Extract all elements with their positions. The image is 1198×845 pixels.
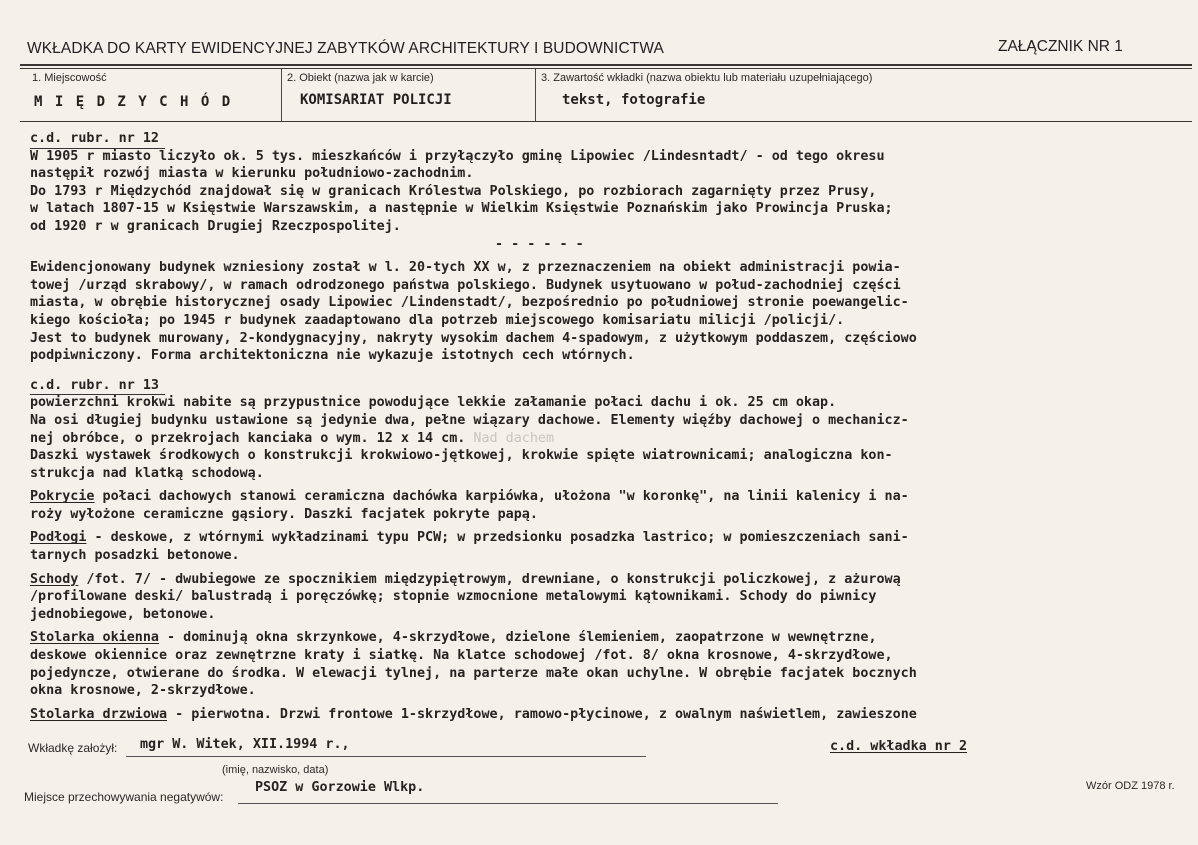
term-stolarka-okienna: Stolarka okienna	[30, 630, 159, 646]
text-line: - pierwotna. Drzwi frontowe 1-skrzydłowe, ramowo-płycinowe, z owalnym naświetlem, zawieszone	[167, 706, 917, 722]
term-podlogi: Podłogi	[30, 530, 87, 546]
prepared-by-underline	[126, 756, 646, 757]
prepared-by-value: mgr W. Witek, XII.1994 r.,	[140, 737, 350, 752]
text-line: Na osi długiej budynku ustawione są jedynie dwa, pełne wiązary dachowe. Elementy więźby dachowej o mechanicz-	[30, 412, 909, 428]
term-schody: Schody	[30, 571, 79, 587]
text-line: podpiwniczony. Forma architektoniczna nie wykazuje istotnych cech wtórnych.	[30, 348, 635, 364]
text-line: W 1905 r miasto liczyło ok. 5 tys. mieszkańców i przyłączyło gminę Lipowiec /Lindesntadt/ - od tego okresu	[30, 148, 885, 164]
header-second-rule	[20, 68, 1192, 69]
term-pokrycie: Pokrycie	[30, 489, 95, 505]
form-title: WKŁADKA DO KARTY EWIDENCYJNEJ ZABYTKÓW ARCHITEKTURY I BUDOWNICTWA	[27, 40, 664, 57]
negatives-storage-label: Miejsce przechowywania negatywów:	[24, 790, 224, 804]
text-line: połaci dachowych stanowi ceramiczna dachówka karpiówka, ułożona "w koronkę", na linii kalenicy i na-	[94, 489, 909, 505]
section-divider: - - - - - -	[495, 236, 584, 252]
text-line: nej obróbce, o przekrojach kanciaka o wym. 12 x 14 cm.	[30, 430, 466, 446]
faded-overwritten-text: Nad dachem	[473, 430, 555, 446]
document-body	[30, 130, 1190, 723]
annex-number: ZAŁĄCZNIK NR 1	[998, 38, 1123, 55]
continued-on-insert: c.d. wkładka nr 2	[830, 739, 968, 754]
field-divider-1	[281, 69, 282, 121]
locality-label: 1. Miejscowość	[32, 72, 107, 84]
prepared-by-caption: (imię, nazwisko, data)	[222, 764, 329, 776]
header-top-rule	[20, 64, 1192, 66]
text-line: /fot. 7/ - dwubiegowe ze spocznikiem międzypiętrowym, drewniane, o konstrukcji policzkowej, z ażurową	[78, 571, 901, 587]
text-line: Ewidencjonowany budynek wzniesiony został w l. 20-tych XX w, z przeznaczeniem na obiekt administracji powia-	[30, 260, 901, 276]
text-line: - dominują okna skrzynkowe, 4-skrzydłowe, dzielone ślemieniem, zaopatrzone w wewnętrzne,	[159, 630, 877, 646]
text-line: miasta, w obrębie historycznej osady Lipowiec /Lindenstadt/, bezpośrednio po południowej stronie poewangelic-	[30, 295, 909, 311]
object-label: 2. Obiekt (nazwa jak w karcie)	[287, 72, 434, 84]
term-stolarka-drzwiowa: Stolarka drzwiowa	[30, 706, 168, 722]
text-line: powierzchni krokwi nabite są przypustnice powodujące lekkie załamanie połaci dachu i ok. 25 cm okap.	[30, 395, 837, 411]
text-line: w latach 1807-15 w Księstwie Warszawskim, a następnie w Wielkim Księstwie Poznańskim jako Prowincja Pruska;	[30, 201, 893, 217]
text-line: Do 1793 r Międzychód znajdował się w granicach Królestwa Polskiego, po rozbiorach zagarnięty przez Prusy,	[30, 183, 877, 199]
text-line: od 1920 r w granicach Drugiej Rzeczpospolitej.	[30, 218, 401, 234]
text-line: kiego kościoła; po 1945 r budynek zaadaptowano dla potrzeb miejscowego komisariatu milicji /policji/.	[30, 312, 845, 328]
text-line: roży wyłożone ceramiczne gąsiory. Daszki facjatek pokryte papą.	[30, 506, 538, 522]
text-line: następił rozwój miasta w kierunku południowo-zachodnim.	[30, 166, 474, 182]
locality-value: M I Ę D Z Y C H Ó D	[34, 94, 233, 110]
section-heading-12: c.d. rubr. nr 12	[30, 130, 165, 149]
text-line: okna krosnowe, 2-skrzydłowe.	[30, 683, 256, 699]
text-line: tarnych posadzki betonowe.	[30, 548, 240, 564]
content-value: tekst, fotografie	[562, 92, 706, 108]
content-label: 3. Zawartość wkładki (nazwa obiektu lub materiału uzupełniającego)	[541, 72, 873, 84]
fields-bottom-rule	[20, 121, 1192, 122]
text-line: strukcja nad klatką schodową.	[30, 465, 264, 481]
text-line: - deskowe, z wtórnymi wykładzinami typu PCW; w przedsionku posadzka lastrico; w pomieszczeniach sani-	[86, 530, 909, 546]
text-line: Jest to budynek murowany, 2-kondygnacyjny, nakryty wysokim dachem 4-spadowym, z użytkowym poddaszem, częściowo	[30, 330, 917, 346]
field-divider-2	[535, 69, 536, 121]
form-model-label: Wzór ODZ 1978 r.	[1086, 780, 1175, 792]
negatives-storage-underline	[238, 803, 778, 804]
text-line: pojedyncze, otwierane do środka. W elewacji tylnej, na parterze małe okan uchylne. W obrębie facjatek bocznych	[30, 665, 917, 681]
prepared-by-label: Wkładkę założył:	[28, 741, 118, 755]
section-heading-13: c.d. rubr. nr 13	[30, 377, 165, 396]
text-line: /profilowane deski/ balustradą i poręczówkę; stopnie wzmocnione metalowymi kątownikami. Schody do piwnicy	[30, 589, 877, 605]
object-value: KOMISARIAT POLICJI	[300, 92, 452, 108]
text-line: deskowe okiennice oraz zewnętrzne kraty i siatkę. Na klatce schodowej /fot. 8/ okna krosnowe, 4-skrzydłowe,	[30, 648, 893, 664]
text-line: Daszki wystawek środkowych o konstrukcji krokwiowo-jętkowej, krokwie spięte wiatrownicami; analogiczna kon-	[30, 448, 893, 464]
negatives-storage-value: PSOZ w Gorzowie Wlkp.	[255, 780, 425, 795]
text-line: towej /urząd skrabowy/, w ramach odrodzonego państwa polskiego. Budynek usytuowano w połud-zachodniej części	[30, 277, 901, 293]
text-line: jednobiegowe, betonowe.	[30, 606, 216, 622]
